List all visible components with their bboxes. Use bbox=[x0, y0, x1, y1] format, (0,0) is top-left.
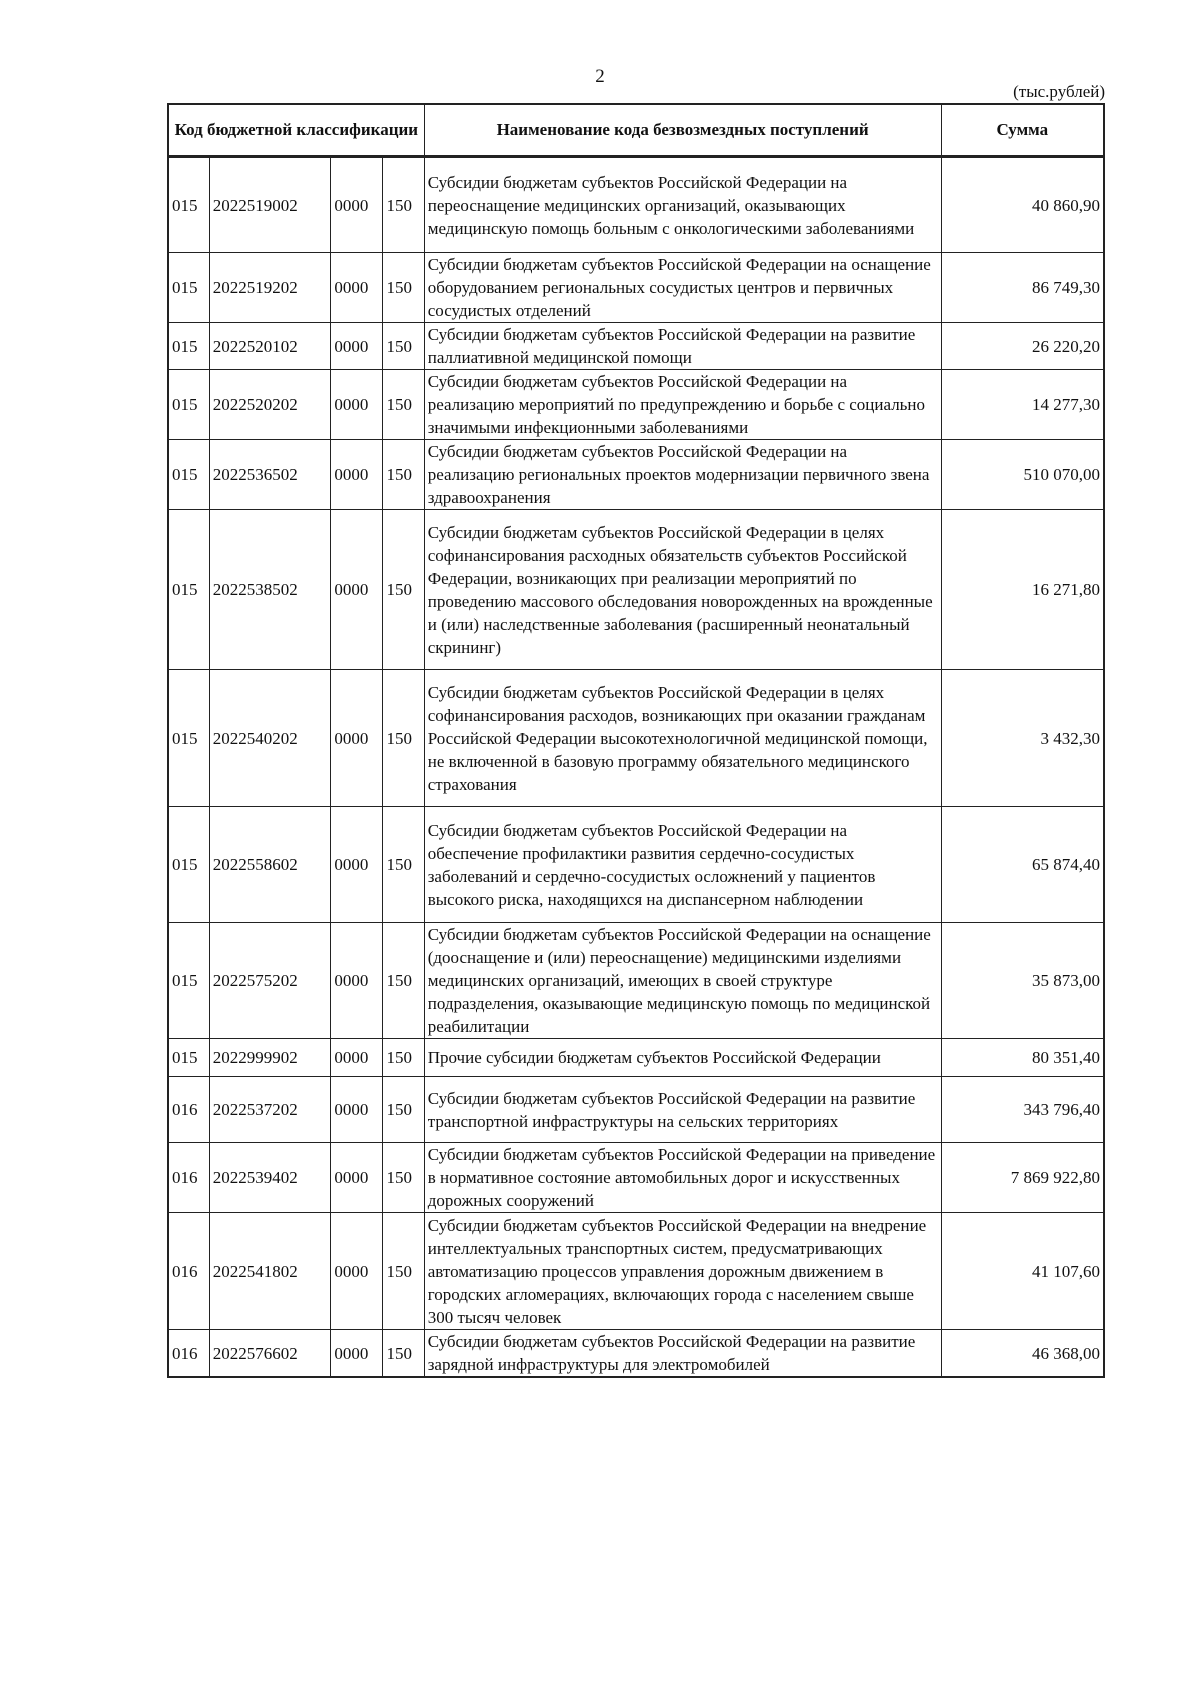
kosgu-code-cell: 150 bbox=[383, 370, 424, 440]
program-code-cell: 0000 bbox=[331, 1330, 383, 1378]
revenue-code-cell: 2022558602 bbox=[209, 807, 331, 923]
kosgu-code-cell: 150 bbox=[383, 1077, 424, 1143]
amount-cell: 343 796,40 bbox=[941, 1077, 1104, 1143]
header-name: Наименование кода безвозмездных поступлений bbox=[424, 104, 941, 157]
table-row bbox=[168, 1330, 1104, 1378]
revenue-name-cell: Субсидии бюджетам субъектов Российской Федерации на переоснащение медицинских организаций, оказывающих медицинскую помощь больным с онкологическими заболеваниями bbox=[424, 157, 941, 253]
table-row bbox=[168, 253, 1104, 323]
header-code: Код бюджетной классификации bbox=[168, 104, 424, 157]
revenue-code-cell: 2022519202 bbox=[209, 253, 331, 323]
revenue-name-cell: Прочие субсидии бюджетам субъектов Российской Федерации bbox=[424, 1039, 941, 1077]
program-code-cell: 0000 bbox=[331, 1077, 383, 1143]
kosgu-code-cell: 150 bbox=[383, 1330, 424, 1378]
revenue-code-cell: 2022537202 bbox=[209, 1077, 331, 1143]
page-number: 2 bbox=[595, 66, 605, 87]
admin-code-cell: 016 bbox=[168, 1330, 209, 1378]
admin-code-cell: 015 bbox=[168, 323, 209, 370]
revenue-code-cell: 2022539402 bbox=[209, 1143, 331, 1213]
program-code-cell: 0000 bbox=[331, 510, 383, 670]
table-header-row bbox=[168, 104, 1104, 157]
amount-cell: 46 368,00 bbox=[941, 1330, 1104, 1378]
admin-code-cell: 015 bbox=[168, 1039, 209, 1077]
amount-cell: 86 749,30 bbox=[941, 253, 1104, 323]
table-row bbox=[168, 1039, 1104, 1077]
amount-cell: 41 107,60 bbox=[941, 1213, 1104, 1330]
amount-cell: 510 070,00 bbox=[941, 440, 1104, 510]
table-row bbox=[168, 923, 1104, 1039]
program-code-cell: 0000 bbox=[331, 807, 383, 923]
revenue-name-cell: Субсидии бюджетам субъектов Российской Федерации на реализацию региональных проектов модернизации первичного звена здравоохранения bbox=[424, 440, 941, 510]
revenue-code-cell: 2022576602 bbox=[209, 1330, 331, 1378]
admin-code-cell: 015 bbox=[168, 440, 209, 510]
table-row bbox=[168, 1143, 1104, 1213]
amount-cell: 40 860,90 bbox=[941, 157, 1104, 253]
kosgu-code-cell: 150 bbox=[383, 807, 424, 923]
revenue-code-cell: 2022538502 bbox=[209, 510, 331, 670]
admin-code-cell: 015 bbox=[168, 370, 209, 440]
table-row bbox=[168, 1213, 1104, 1330]
kosgu-code-cell: 150 bbox=[383, 323, 424, 370]
admin-code-cell: 015 bbox=[168, 157, 209, 253]
program-code-cell: 0000 bbox=[331, 670, 383, 807]
program-code-cell: 0000 bbox=[331, 1143, 383, 1213]
table-row bbox=[168, 510, 1104, 670]
revenue-name-cell: Субсидии бюджетам субъектов Российской Федерации на оснащение оборудованием региональных сосудистых центров и первичных сосудистых отделений bbox=[424, 253, 941, 323]
admin-code-cell: 016 bbox=[168, 1213, 209, 1330]
amount-cell: 3 432,30 bbox=[941, 670, 1104, 807]
revenue-code-cell: 2022575202 bbox=[209, 923, 331, 1039]
revenue-name-cell: Субсидии бюджетам субъектов Российской Федерации в целях софинансирования расходов, возникающих при оказании гражданам Российской Федерации высокотехнологичной медицинской помощи, не включенной в базовую программу обязательного медицинского страхования bbox=[424, 670, 941, 807]
program-code-cell: 0000 bbox=[331, 323, 383, 370]
program-code-cell: 0000 bbox=[331, 440, 383, 510]
table-row bbox=[168, 323, 1104, 370]
program-code-cell: 0000 bbox=[331, 157, 383, 253]
revenue-code-cell: 2022541802 bbox=[209, 1213, 331, 1330]
revenue-code-cell: 2022520102 bbox=[209, 323, 331, 370]
amount-cell: 35 873,00 bbox=[941, 923, 1104, 1039]
table-row bbox=[168, 370, 1104, 440]
revenue-name-cell: Субсидии бюджетам субъектов Российской Федерации на развитие зарядной инфраструктуры для электромобилей bbox=[424, 1330, 941, 1378]
header-sum: Сумма bbox=[941, 104, 1104, 157]
program-code-cell: 0000 bbox=[331, 1039, 383, 1077]
kosgu-code-cell: 150 bbox=[383, 1213, 424, 1330]
revenue-name-cell: Субсидии бюджетам субъектов Российской Федерации на развитие паллиативной медицинской помощи bbox=[424, 323, 941, 370]
revenue-code-cell: 2022536502 bbox=[209, 440, 331, 510]
admin-code-cell: 016 bbox=[168, 1143, 209, 1213]
revenue-name-cell: Субсидии бюджетам субъектов Российской Федерации в целях софинансирования расходных обязательств субъектов Российской Федерации, возникающих при реализации мероприятий по проведению массового обследования новорожденных на врожденные и (или) наследственные заболевания (расширенный неонатальный скрининг) bbox=[424, 510, 941, 670]
revenue-name-cell: Субсидии бюджетам субъектов Российской Федерации на внедрение интеллектуальных транспортных систем, предусматривающих автоматизацию процессов управления дорожным движением в городских агломерациях, включающих города с населением свыше 300 тысяч человек bbox=[424, 1213, 941, 1330]
revenue-name-cell: Субсидии бюджетам субъектов Российской Федерации на оснащение (дооснащение и (или) переоснащение) медицинскими изделиями медицинских организаций, имеющих в своей структуре подразделения, оказывающие медицинскую помощь по медицинской реабилитации bbox=[424, 923, 941, 1039]
admin-code-cell: 015 bbox=[168, 253, 209, 323]
revenue-code-cell: 2022520202 bbox=[209, 370, 331, 440]
table-row bbox=[168, 440, 1104, 510]
kosgu-code-cell: 150 bbox=[383, 1039, 424, 1077]
budget-table bbox=[167, 103, 1105, 1378]
revenue-name-cell: Субсидии бюджетам субъектов Российской Федерации на обеспечение профилактики развития сердечно-сосудистых заболеваний и сердечно-сосудистых осложнений у пациентов высокого риска, находящихся на диспансерном наблюдении bbox=[424, 807, 941, 923]
kosgu-code-cell: 150 bbox=[383, 923, 424, 1039]
table-row bbox=[168, 1077, 1104, 1143]
revenue-code-cell: 2022519002 bbox=[209, 157, 331, 253]
kosgu-code-cell: 150 bbox=[383, 157, 424, 253]
units-label: (тыс.рублей) bbox=[1013, 82, 1105, 101]
amount-cell: 7 869 922,80 bbox=[941, 1143, 1104, 1213]
kosgu-code-cell: 150 bbox=[383, 670, 424, 807]
admin-code-cell: 015 bbox=[168, 510, 209, 670]
admin-code-cell: 015 bbox=[168, 670, 209, 807]
amount-cell: 16 271,80 bbox=[941, 510, 1104, 670]
kosgu-code-cell: 150 bbox=[383, 1143, 424, 1213]
program-code-cell: 0000 bbox=[331, 253, 383, 323]
amount-cell: 65 874,40 bbox=[941, 807, 1104, 923]
revenue-name-cell: Субсидии бюджетам субъектов Российской Федерации на приведение в нормативное состояние автомобильных дорог и искусственных дорожных сооружений bbox=[424, 1143, 941, 1213]
kosgu-code-cell: 150 bbox=[383, 510, 424, 670]
table-row bbox=[168, 670, 1104, 807]
admin-code-cell: 016 bbox=[168, 1077, 209, 1143]
program-code-cell: 0000 bbox=[331, 923, 383, 1039]
revenue-code-cell: 2022540202 bbox=[209, 670, 331, 807]
table-row bbox=[168, 807, 1104, 923]
amount-cell: 80 351,40 bbox=[941, 1039, 1104, 1077]
admin-code-cell: 015 bbox=[168, 923, 209, 1039]
kosgu-code-cell: 150 bbox=[383, 440, 424, 510]
table-row bbox=[168, 157, 1104, 253]
revenue-code-cell: 2022999902 bbox=[209, 1039, 331, 1077]
amount-cell: 14 277,30 bbox=[941, 370, 1104, 440]
program-code-cell: 0000 bbox=[331, 1213, 383, 1330]
revenue-name-cell: Субсидии бюджетам субъектов Российской Федерации на реализацию мероприятий по предупреждению и борьбе с социально значимыми инфекционными заболеваниями bbox=[424, 370, 941, 440]
program-code-cell: 0000 bbox=[331, 370, 383, 440]
revenue-name-cell: Субсидии бюджетам субъектов Российской Федерации на развитие транспортной инфраструктуры на сельских территориях bbox=[424, 1077, 941, 1143]
kosgu-code-cell: 150 bbox=[383, 253, 424, 323]
amount-cell: 26 220,20 bbox=[941, 323, 1104, 370]
admin-code-cell: 015 bbox=[168, 807, 209, 923]
